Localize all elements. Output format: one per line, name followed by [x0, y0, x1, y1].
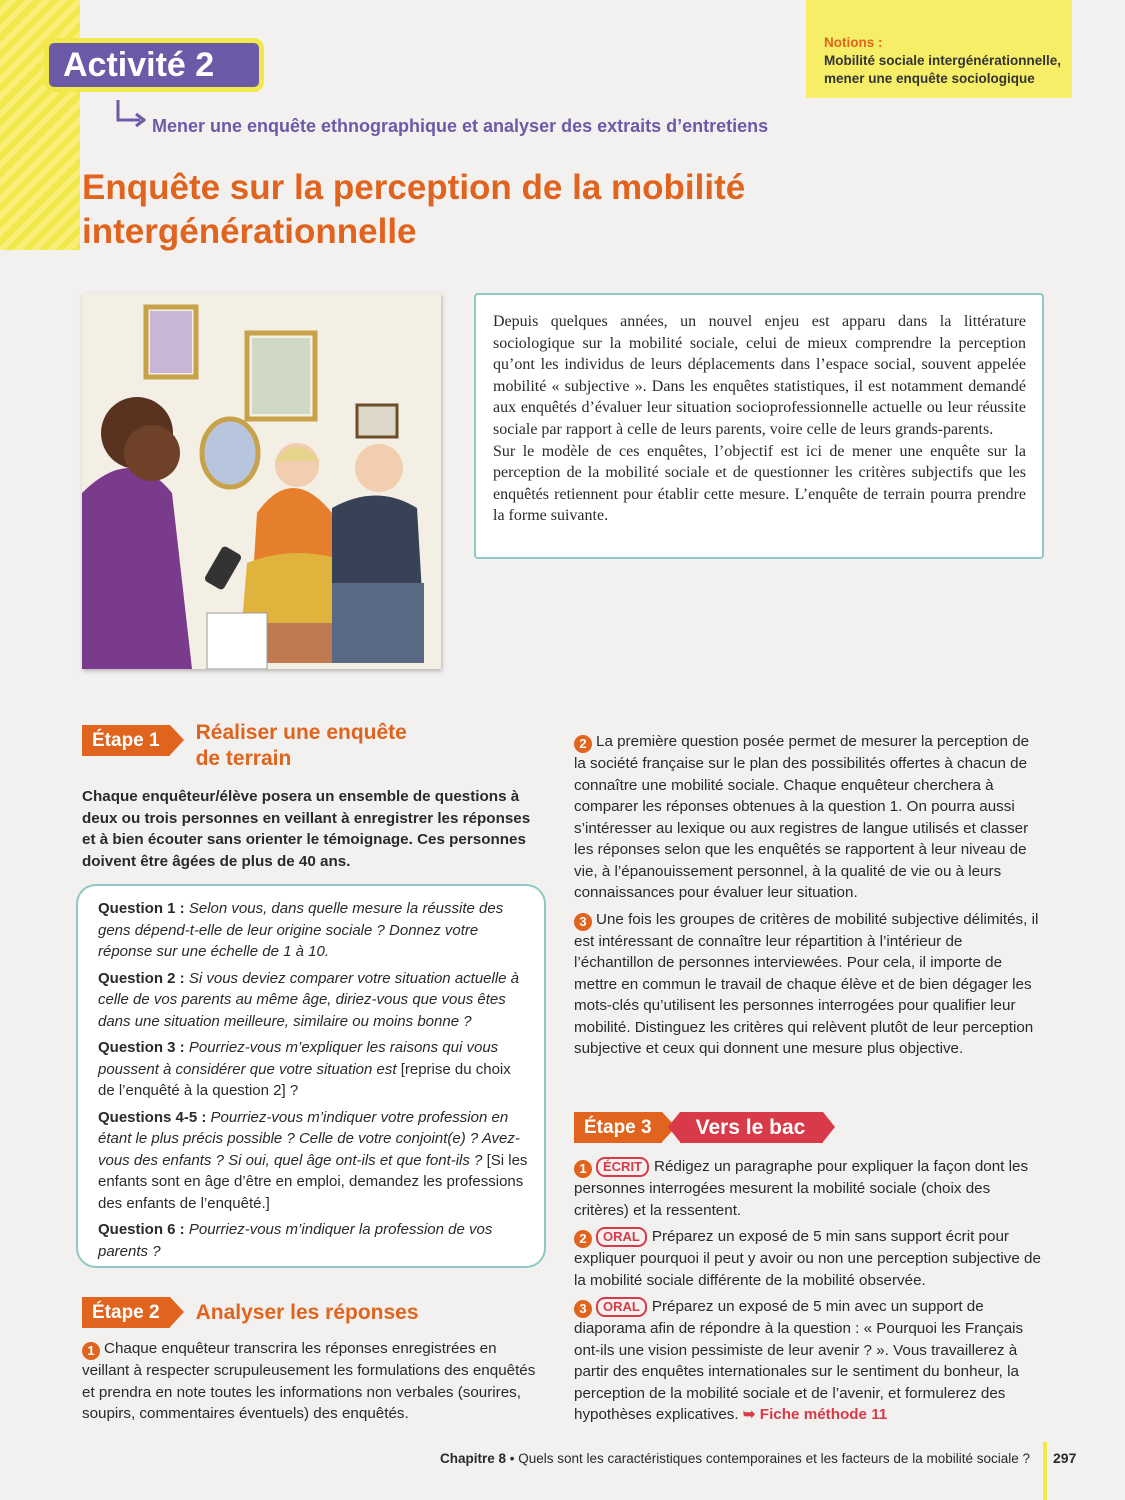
page-title — [82, 166, 822, 254]
etape1-title-line-2: de terrain — [195, 747, 292, 770]
question-text: Selon vous, dans quelle mesure la réussite des gens dépend-t-elle de leur origine sociale ? Donnez votre réponse sur une échelle de 1 à 10. — [98, 900, 504, 960]
etape3-item-1-text: Rédigez un paragraphe pour expliquer la façon dont les personnes interrogées mesurent la mobilité sociale (choix des critères) et la ressentent. — [574, 1158, 1029, 1219]
footer-text: • Quels sont les caractéristiques contemporaines et les facteurs de la mobilité sociale ? — [506, 1451, 1030, 1466]
page-footer — [0, 1451, 1030, 1466]
question-item — [98, 1219, 528, 1262]
etape1-title — [196, 720, 407, 772]
question-note: [Si les enfants sont en âge d’être en emploi, demandez les professions des enfants de l’enquêté.] — [98, 1151, 528, 1212]
question-label: Question 2 : — [98, 969, 185, 987]
question-note: [reprise du choix de l’enquêté à la question 2] ? — [98, 1060, 511, 1099]
activity-badge: Activité 2 — [44, 38, 264, 92]
question-label: Questions 4-5 : — [98, 1108, 207, 1126]
question-label: Question 1 : — [98, 900, 185, 917]
question-item — [98, 898, 528, 963]
question-text: Si vous deviez comparer votre situation actuelle à celle de vos parents au même âge, diriez-vous que vous êtes dans une situation meilleure, similaire ou moins bonne ? — [98, 969, 520, 1030]
page-number: 297 — [1053, 1450, 1077, 1466]
etape3-item-1 — [574, 1156, 1044, 1221]
question-label: Question 3 : — [98, 1039, 185, 1056]
etape2-items-continued — [574, 731, 1040, 1065]
notions-label: Notions : — [824, 35, 883, 50]
etape3-items — [574, 1156, 1044, 1431]
vers-le-bac-badge: Vers le bac — [680, 1112, 824, 1143]
etape1-header — [82, 721, 407, 772]
etape2-item-2 — [574, 731, 1040, 904]
title-line-1: Enquête sur la perception de la mobilité — [82, 168, 746, 207]
question-text: Pourriez-vous m’indiquer la profession de vos parents ? — [98, 1221, 493, 1260]
etape2-badge: Étape 2 — [82, 1297, 170, 1328]
question-item — [98, 1107, 528, 1215]
etape3-badge: Étape 3 — [574, 1112, 662, 1143]
etape2-item-1-text: Chaque enquêteur transcrira les réponses enregistrées en veillant à respecter scrupuleusement les formulations des enquêtés et prendra en note toutes les informations non verbales (sourires, soupirs, commentaires éventuels) des enquêtés. — [82, 1340, 536, 1422]
etape2-item-3 — [574, 909, 1040, 1060]
step-number: 3 — [574, 913, 592, 931]
etape2-item-3-text: Une fois les groupes de critères de mobilité subjective délimités, il est intéressant de connaître leur répartition à l’intérieur de l’échantillon de personnes interviewées. Pour cela, il importe de mettre en commun le travail de chaque élève et de bien dégager les mots-clés qu’utilisent les personnes interrogées pour qualifier leur mobilité. Distinguez les critères qui relèvent plutôt de leur perception subjective et ceux qui donnent une mesure plus objective. — [574, 910, 1039, 1057]
arrow-right-icon — [114, 100, 146, 130]
question-text: Pourriez-vous m’expliquer les raisons qui vous poussent à considérer que votre situation est — [98, 1039, 499, 1078]
etape1-instructions: Chaque enquêteur/élève posera un ensemble de questions à deux ou trois personnes en veillant à enregistrer les réponses et à bien écouter sans orienter le témoignage. Ces personnes doivent être âgées de plus de 40 ans. — [82, 788, 531, 870]
notions-note — [806, 0, 1072, 98]
step-number: 3 — [574, 1300, 592, 1318]
activity-subtitle: Mener une enquête ethnographique et analyser des extraits d’entretiens — [152, 116, 769, 136]
oral-tag: ORAL — [596, 1297, 647, 1317]
step-number: 1 — [574, 1160, 592, 1178]
intro-text-box — [474, 293, 1044, 559]
interview-illustration — [82, 293, 441, 669]
etape2-header — [82, 1297, 419, 1328]
etape3-item-2-text: Préparez un exposé de 5 min sans support écrit pour expliquer pourquoi il peut y avoir ou non une perception subjective de la mobilité sociale différente de la mobilité observée. — [574, 1228, 1041, 1289]
etape1-title-line-1: Réaliser une enquête — [195, 721, 407, 744]
etape3-item-3 — [574, 1296, 1044, 1426]
question-text: Pourriez-vous m’indiquer votre profession en étant le plus précis possible ? Celle de votre conjoint(e) ? Avez-vous des enfants ? Si oui, quel âge ont-ils et que font-ils ? — [98, 1108, 520, 1169]
notions-text: Mobilité sociale intergénérationnelle, mener une enquête sociologique — [824, 53, 1062, 86]
etape2-title: Analyser les réponses — [195, 1301, 419, 1324]
etape2-item-1 — [82, 1338, 542, 1425]
question-item — [98, 968, 528, 1033]
etape1-badge: Étape 1 — [82, 725, 170, 756]
title-line-2: intergénérationnelle — [82, 212, 417, 251]
step-number: 1 — [82, 1342, 100, 1360]
fiche-methode-link[interactable]: ➥ Fiche méthode 11 — [742, 1406, 888, 1423]
ecrit-tag: ÉCRIT — [596, 1157, 649, 1177]
footer-chapter: Chapitre 8 — [439, 1451, 507, 1466]
etape3-item-2 — [574, 1226, 1044, 1291]
page-number-separator — [1043, 1442, 1047, 1500]
etape3-header — [574, 1112, 823, 1143]
question-item — [98, 1037, 528, 1102]
step-number: 2 — [574, 735, 592, 753]
intro-paragraph-1: Depuis quelques années, un nouvel enjeu est apparu dans la littérature sociologique sur la mobilité sociale, celui de mieux comprendre la perception qu’ont les individus de leurs déplacements dans l’espace social, souvent appelée mobilité « subjective ». Dans les enquêtes statistiques, il est notamment demandé aux enquêtés d’évaluer leur situation socioprofessionnelle actuelle ou leur réussite sociale par rapport à celle de leurs parents, voire celle de leurs grands-parents. — [493, 313, 1026, 438]
oral-tag: ORAL — [596, 1227, 647, 1247]
etape2-item-2-text: La première question posée permet de mesurer la perception de la société française sur le plan des possibilités offertes à chacun de connaître une mobilité sociale. Chaque enquêteur cherchera à comparer les réponses obtenues à la question 1. On pourra aussi s’intéresser au lexique ou aux registres de langue utilisés et classer les réponses selon que les enquêtés se rapportent à leur niveau de vie, à l’épanouissement personnel, à la qualité de vie ou à leurs connaissances pour évaluer leur situation. — [574, 733, 1030, 901]
question-label: Question 6 : — [98, 1221, 185, 1238]
intro-paragraph-2: Sur le modèle de ces enquêtes, l’objectif est ici de mener une enquête sur la perception de la mobilité sociale et de questionner les critères subjectifs que les enquêtés retiennent pour établir cette mesure. L’enquête de terrain pourra prendre la forme suivante. — [493, 442, 1026, 525]
step-number: 2 — [574, 1230, 592, 1248]
questions-box — [76, 884, 546, 1268]
etape3-item-3-text: Préparez un exposé de 5 min avec un support de diaporama afin de répondre à la question : « Pourquoi les Français ont-ils une vision pessimiste de leur avenir ? ». Vous travaillerez à partir des enquêtes internationales sur le sentiment du bonheur, la perception de la mobilité sociale et de l’avenir, et formulerez des hypothèses explicatives. — [574, 1298, 1024, 1423]
